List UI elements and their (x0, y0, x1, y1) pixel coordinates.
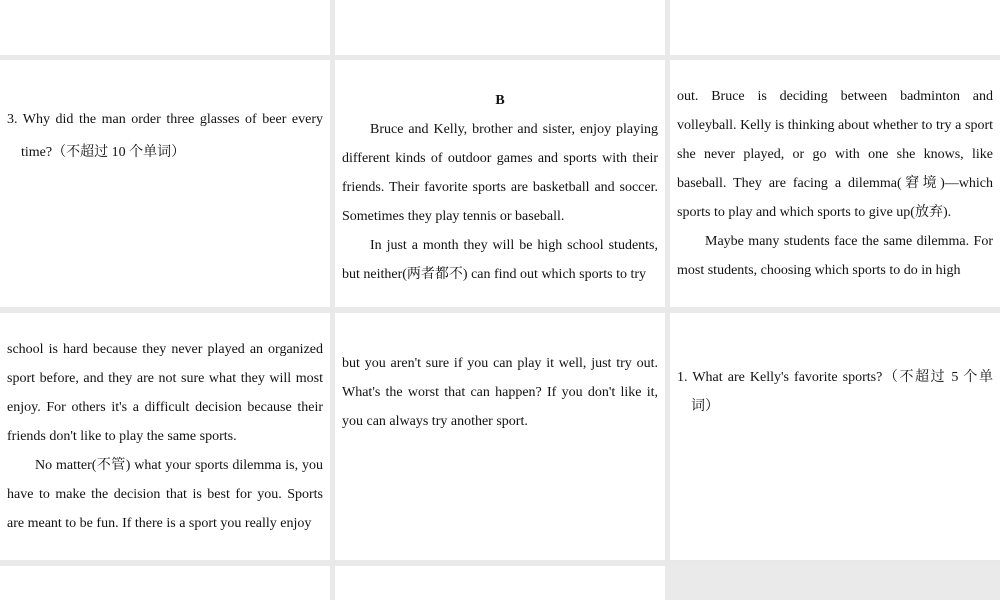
passage-b-continuation-5: but you aren't sure if you can play it well, just try out. What's the worst that can happen? If you don't like it, you can always try another sport. (342, 356, 658, 429)
passage-b-panel-1 (335, 60, 665, 307)
next-right-panel (670, 566, 1000, 600)
question-3-text: 3. Why did the man order three glasses of beer every time?（不超过 10 个单词） (7, 112, 323, 160)
passage-b-continuation-3: school is hard because they never played an organized sport before, and they are not sure what they will most enjoy. For others it's a difficult decision because their friends don't like to play the same sports. (7, 342, 323, 444)
question-1-panel (670, 313, 1000, 560)
next-left-panel (0, 566, 330, 600)
passage-b-panel-3 (0, 313, 330, 560)
passage-b-heading: B (495, 93, 505, 108)
passage-b-paragraph-1: Bruce and Kelly, brother and sister, enjoy playing different kinds of outdoor games and sports with their friends. Their favorite sports are basketball and soccer. Sometimes they play tennis or baseball. (342, 122, 658, 224)
question-1-text: 1. What are Kelly's favorite sports?（不超过 5 个单词） (677, 370, 993, 414)
question-3-panel (0, 60, 330, 307)
passage-b-continuation-4: No matter(不管) what your sports dilemma is, you have to make the decision that is best for you. Sports are meant to be fun. If there is a sport you really enjoy (7, 458, 323, 531)
top-left-panel (0, 0, 330, 55)
passage-b-continuation-2: Maybe many students face the same dilemma. For most students, choosing which sports to do in high (677, 234, 993, 278)
passage-b-paragraph-2: In just a month they will be high school students, but neither(两者都不) can find out which sports to try (342, 238, 658, 282)
next-middle-panel (335, 566, 665, 600)
passage-b-continuation-1: out. Bruce is deciding between badminton and volleyball. Kelly is thinking about whether to try a sport she never played, or go with one she knows, like baseball. They are facing a dilemma(窘境)—which sports to play and which sports to give up(放弃). (677, 89, 993, 220)
top-right-panel (670, 0, 1000, 55)
top-middle-panel (335, 0, 665, 55)
passage-b-panel-2 (670, 60, 1000, 307)
passage-b-panel-4 (335, 313, 665, 560)
